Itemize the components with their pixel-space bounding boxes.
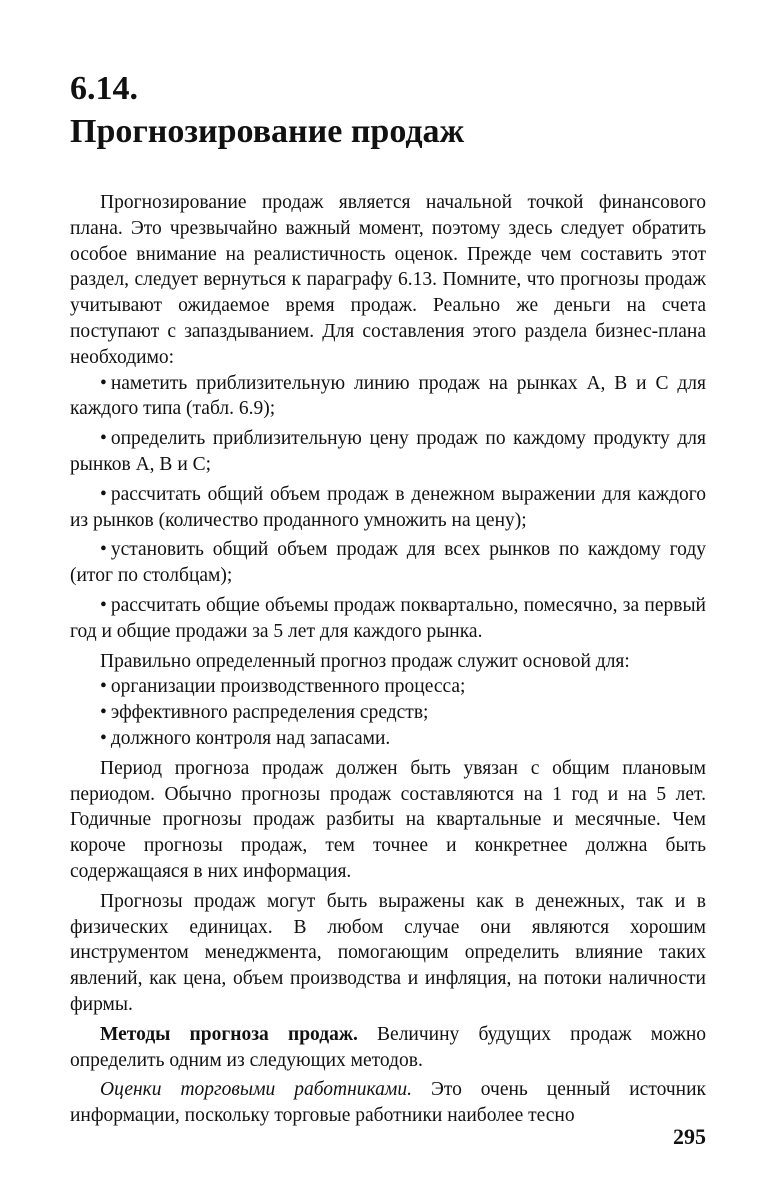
purposes-list xyxy=(70,674,706,751)
page-number: 295 xyxy=(673,1124,706,1149)
list-item xyxy=(70,674,706,700)
list-item xyxy=(70,426,706,478)
bullet-icon: • xyxy=(100,483,107,505)
methods-paragraph xyxy=(70,1022,706,1074)
bullet-icon: • xyxy=(100,594,107,616)
list-item-text: рассчитать общий объем продаж в денежном выражении для каждого из рынков (количество проданного умножить на цену); xyxy=(70,483,706,531)
methods-lead: Методы прогноза продаж. xyxy=(100,1023,358,1045)
period-paragraph: Период прогноза продаж должен быть увязан с общим плановым периодом. Обычно прогнозы продаж составляются на 1 год и на 5 лет. Годичные прогнозы продаж разбиты на квартальные и месячные. Чем короче прогнозы продаж, тем точнее и конкретнее должна быть содержащаяся в них информация. xyxy=(70,757,706,882)
methods-text: Величину будущих продаж можно определить одним из следующих методов. xyxy=(70,1023,707,1071)
basis-paragraph: Правильно определенный прогноз продаж служит основой для: xyxy=(100,650,630,672)
list-item xyxy=(70,482,706,534)
section-title: Прогнозирование продаж xyxy=(70,113,465,150)
list-item xyxy=(70,700,706,726)
list-item-text: организации производственного процесса; xyxy=(110,676,466,698)
section-number: 6.14. xyxy=(70,70,138,107)
list-item-text: наметить приблизительную линию продаж на рынках А, В и С для каждого типа (табл. 6.9); xyxy=(70,372,706,420)
bullet-icon: • xyxy=(100,727,107,749)
section-body xyxy=(70,190,706,1129)
bullet-icon: • xyxy=(100,539,107,561)
sales-estimates-text: Это очень ценный источник информации, поскольку торговые работники наиболее тесно xyxy=(70,1079,706,1127)
list-item xyxy=(70,726,706,752)
list-item xyxy=(70,593,706,645)
list-item-text: рассчитать общие объемы продаж поквартально, помесячно, за первый год и общие продажи за 5 лет для каждого рынка. xyxy=(70,594,706,642)
steps-list xyxy=(70,371,706,645)
sales-estimates-paragraph xyxy=(70,1077,706,1129)
list-item-text: эффективного распределения средств; xyxy=(110,702,429,724)
bullet-icon: • xyxy=(100,372,107,394)
list-item-text: должного контроля над запасами. xyxy=(110,727,391,749)
bullet-icon: • xyxy=(100,702,107,724)
list-item xyxy=(70,537,706,589)
intro-paragraph: Прогнозирование продаж является начальной точкой финансового плана. Это чрезвычайно важный момент, поэтому здесь следует обратить особое внимание на реалистичность оценок. Прежде чем составить этот раздел, следует вернуться к параграфу 6.13. Помните, что прогнозы продаж учитывают ожидаемое время продаж. Реально же деньги на счета поступают с запаздыванием. Для составления этого раздела бизнес-плана необходимо: xyxy=(70,192,706,368)
list-item-text: установить общий объем продаж для всех рынков по каждому году (итог по столбцам); xyxy=(70,539,706,587)
bullet-icon: • xyxy=(100,428,107,450)
list-item xyxy=(70,371,706,423)
sales-estimates-lead: Оценки торговыми работниками. xyxy=(100,1079,412,1101)
list-item-text: определить приблизительную цену продаж по каждому продукту для рынков А, В и С; xyxy=(70,428,706,475)
units-paragraph: Прогнозы продаж могут быть выражены как в денежных, так и в физических единицах. В любом случае они являются хорошим инструментом менеджмента, помогающим определить влияние таких явлений, как цена, объем производства и инфляция, на потоки наличности фирмы. xyxy=(70,890,706,1015)
bullet-icon: • xyxy=(100,676,107,698)
